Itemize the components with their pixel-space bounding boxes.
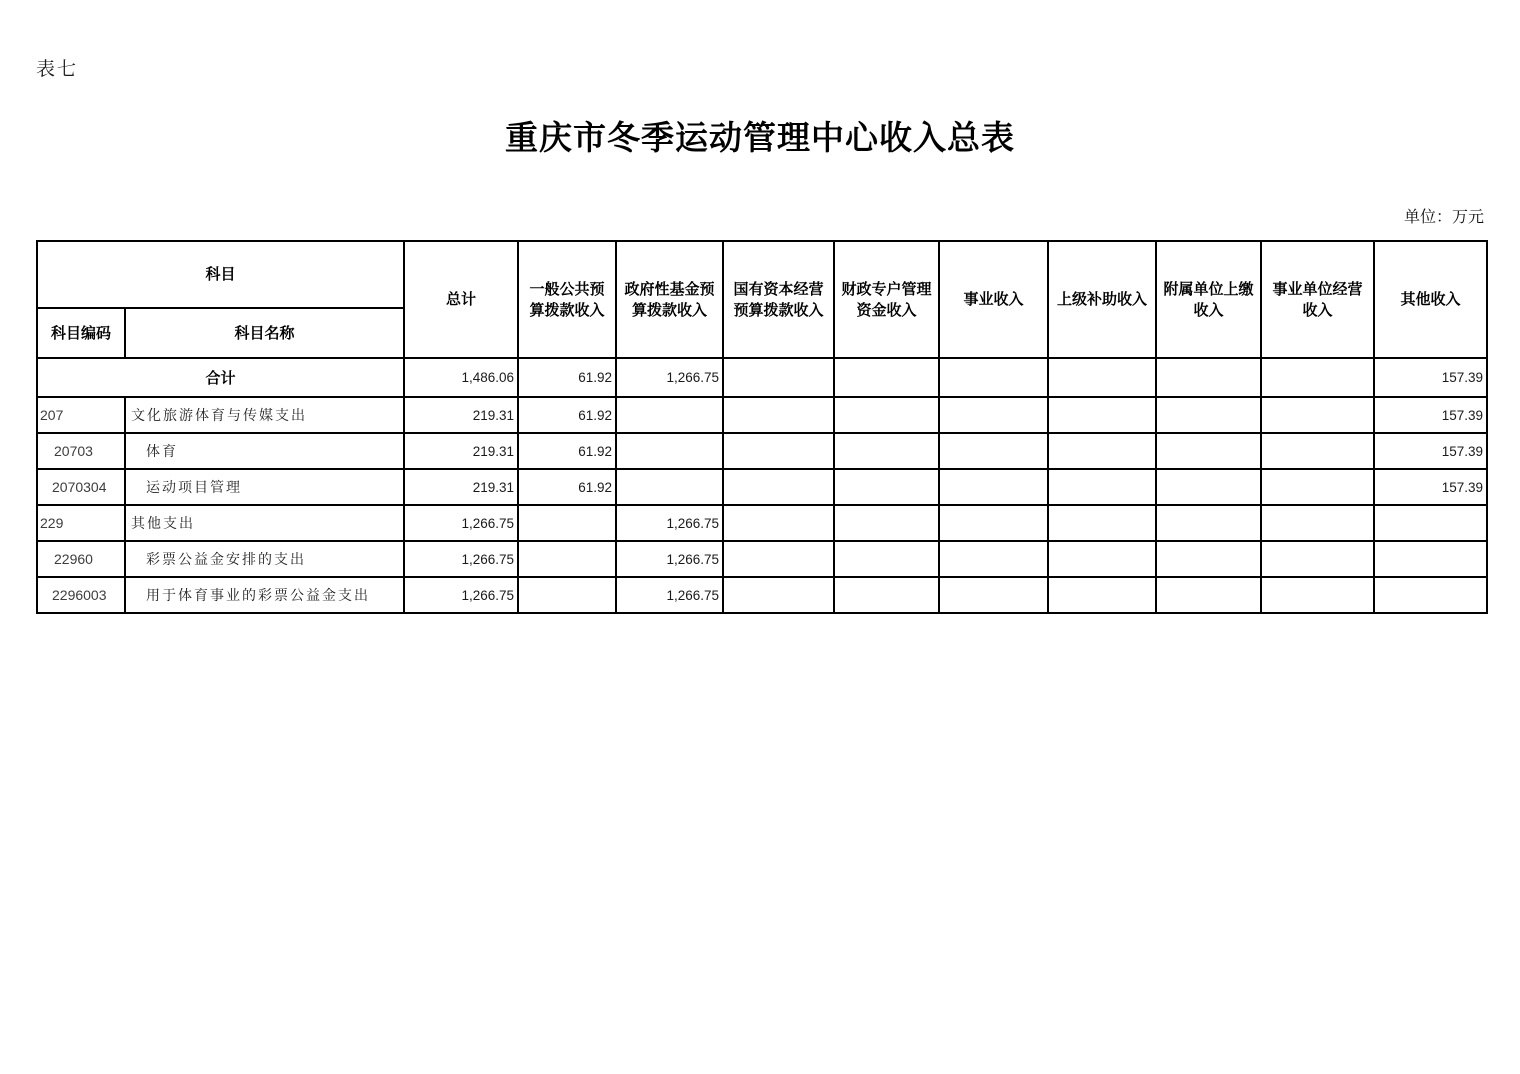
value-cell	[1048, 469, 1156, 505]
value-cell	[834, 505, 939, 541]
header-col-institution-operating: 事业单位经营收入	[1261, 241, 1374, 358]
value-cell	[939, 397, 1048, 433]
value-cell	[834, 397, 939, 433]
subject-code-cell: 22960	[37, 541, 125, 577]
table-row	[37, 469, 1487, 505]
subject-code-cell: 229	[37, 505, 125, 541]
value-cell: 157.39	[1374, 358, 1487, 397]
subject-code-cell: 2070304	[37, 469, 125, 505]
value-cell	[723, 433, 834, 469]
value-cell	[1261, 505, 1374, 541]
table-row	[37, 505, 1487, 541]
value-cell: 1,486.06	[404, 358, 518, 397]
value-cell: 1,266.75	[616, 358, 723, 397]
value-cell: 1,266.75	[616, 577, 723, 613]
value-cell	[1261, 358, 1374, 397]
subject-name-cell: 彩票公益金安排的支出	[125, 541, 404, 577]
value-cell: 1,266.75	[404, 577, 518, 613]
value-cell: 157.39	[1374, 433, 1487, 469]
value-cell	[1156, 469, 1261, 505]
value-cell	[723, 577, 834, 613]
subject-name-cell: 体育	[125, 433, 404, 469]
value-cell	[1048, 577, 1156, 613]
subject-name-cell: 其他支出	[125, 505, 404, 541]
value-cell	[616, 469, 723, 505]
value-cell	[1048, 397, 1156, 433]
value-cell	[939, 505, 1048, 541]
value-cell	[1048, 358, 1156, 397]
table-row	[37, 577, 1487, 613]
subject-name-cell: 运动项目管理	[125, 469, 404, 505]
value-cell: 1,266.75	[616, 505, 723, 541]
header-subject: 科目	[37, 241, 404, 308]
unit-label: 单位：万元	[1403, 207, 1484, 226]
income-table-container	[36, 240, 1486, 614]
header-col-government-fund-budget: 政府性基金预算拨款收入	[616, 241, 723, 358]
value-cell: 61.92	[518, 469, 616, 505]
header-row-1	[37, 241, 1487, 308]
header-col-other-income: 其他收入	[1374, 241, 1487, 358]
value-cell: 61.92	[518, 433, 616, 469]
value-cell	[1156, 541, 1261, 577]
value-cell	[723, 469, 834, 505]
value-cell	[616, 433, 723, 469]
total-label-cell: 合计	[37, 358, 404, 397]
value-cell	[834, 541, 939, 577]
header-col-general-public-budget: 一般公共预算拨款收入	[518, 241, 616, 358]
value-cell	[1048, 541, 1156, 577]
header-col-superior-subsidy: 上级补助收入	[1048, 241, 1156, 358]
value-cell	[939, 577, 1048, 613]
income-table	[36, 240, 1488, 614]
table-body	[37, 358, 1487, 613]
header-col-total: 总计	[404, 241, 518, 358]
value-cell	[1374, 505, 1487, 541]
page-title: 重庆市冬季运动管理中心收入总表	[505, 118, 1015, 157]
value-cell	[834, 358, 939, 397]
value-cell	[723, 505, 834, 541]
header-subject-name: 科目名称	[125, 308, 404, 358]
value-cell: 61.92	[518, 358, 616, 397]
value-cell	[723, 397, 834, 433]
value-cell	[1156, 505, 1261, 541]
value-cell: 1,266.75	[404, 541, 518, 577]
value-cell	[616, 397, 723, 433]
value-cell: 1,266.75	[404, 505, 518, 541]
value-cell	[518, 541, 616, 577]
value-cell	[1048, 433, 1156, 469]
value-cell	[518, 577, 616, 613]
table-row	[37, 358, 1487, 397]
value-cell	[939, 433, 1048, 469]
subject-name-cell: 用于体育事业的彩票公益金支出	[125, 577, 404, 613]
value-cell: 219.31	[404, 433, 518, 469]
value-cell: 219.31	[404, 469, 518, 505]
value-cell	[939, 358, 1048, 397]
header-col-affiliated-unit-remit: 附属单位上缴收入	[1156, 241, 1261, 358]
value-cell: 61.92	[518, 397, 616, 433]
value-cell	[939, 469, 1048, 505]
table-row	[37, 433, 1487, 469]
value-cell	[1261, 469, 1374, 505]
value-cell: 157.39	[1374, 397, 1487, 433]
header-col-state-capital-budget: 国有资本经营预算拨款收入	[723, 241, 834, 358]
value-cell	[1374, 577, 1487, 613]
value-cell: 219.31	[404, 397, 518, 433]
value-cell	[1374, 541, 1487, 577]
subject-name-cell: 文化旅游体育与传媒支出	[125, 397, 404, 433]
value-cell: 1,266.75	[616, 541, 723, 577]
table-row	[37, 541, 1487, 577]
value-cell	[1048, 505, 1156, 541]
value-cell	[723, 541, 834, 577]
value-cell: 157.39	[1374, 469, 1487, 505]
value-cell	[1156, 397, 1261, 433]
value-cell	[1261, 577, 1374, 613]
value-cell	[518, 505, 616, 541]
value-cell	[1261, 433, 1374, 469]
header-subject-code: 科目编码	[37, 308, 125, 358]
value-cell	[1156, 358, 1261, 397]
value-cell	[1261, 541, 1374, 577]
table-number-label: 表七	[36, 58, 79, 80]
subject-code-cell: 2296003	[37, 577, 125, 613]
value-cell	[1156, 433, 1261, 469]
value-cell	[834, 469, 939, 505]
value-cell	[723, 358, 834, 397]
header-col-fiscal-special-account: 财政专户管理资金收入	[834, 241, 939, 358]
table-row	[37, 397, 1487, 433]
value-cell	[1261, 397, 1374, 433]
value-cell	[834, 577, 939, 613]
subject-code-cell: 207	[37, 397, 125, 433]
value-cell	[1156, 577, 1261, 613]
subject-code-cell: 20703	[37, 433, 125, 469]
header-col-business-income: 事业收入	[939, 241, 1048, 358]
value-cell	[834, 433, 939, 469]
table-header	[37, 241, 1487, 358]
value-cell	[939, 541, 1048, 577]
